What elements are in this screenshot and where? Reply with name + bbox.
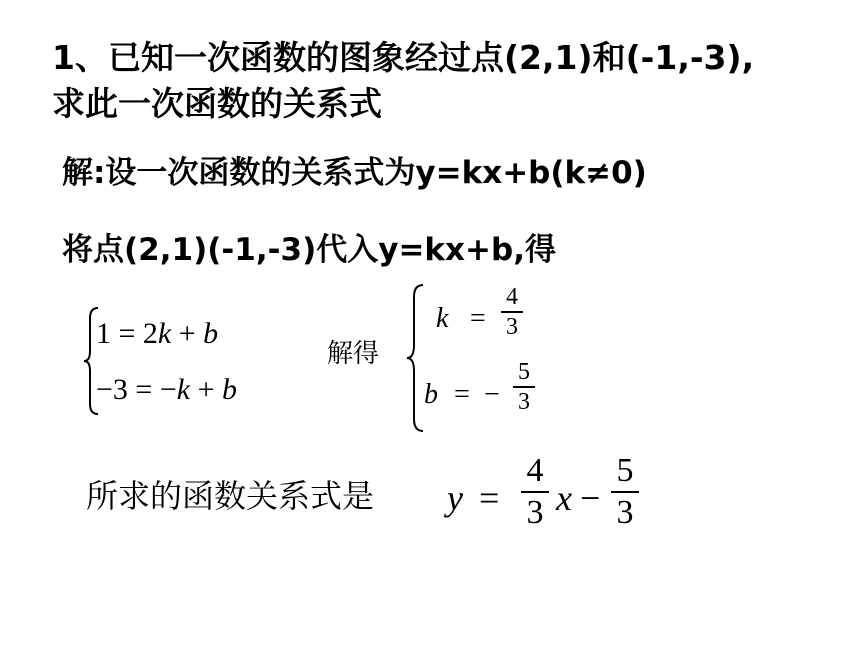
answer-x: x: [556, 478, 572, 518]
answer-constant: [611, 452, 639, 532]
b-fraction: [513, 359, 535, 415]
solution-substitution: 将点(2,1)(-1,-3)代入y=kx+b,得: [62, 232, 556, 268]
answer-equals: =: [479, 478, 500, 518]
b-variable: b: [424, 379, 438, 410]
constant-denominator: 3: [616, 494, 634, 531]
k-denominator: 3: [506, 314, 518, 340]
k-equals: =: [470, 303, 486, 334]
constant-numerator: 5: [616, 452, 634, 489]
problem-line-2: 求此一次函数的关系式: [52, 84, 382, 123]
b-sign: −: [484, 379, 500, 410]
b-equals: =: [454, 379, 470, 410]
equation-1: 1 = 2k + b: [96, 317, 219, 350]
k-fraction: [501, 284, 523, 340]
k-variable: k: [436, 303, 449, 334]
solution-assumption: 解:设一次函数的关系式为y=kx+b(k≠0): [62, 155, 647, 191]
equation-2: −3 = −k + b: [96, 373, 238, 406]
coefficient-denominator: 3: [526, 494, 544, 531]
solve-label: 解得: [327, 339, 380, 369]
answer-coefficient: [521, 452, 549, 532]
answer-minus: −: [580, 478, 601, 518]
coefficient-numerator: 4: [526, 452, 544, 489]
b-denominator: 3: [518, 389, 530, 415]
answer-y: y: [447, 478, 463, 518]
answer-label: 所求的函数关系式是: [86, 477, 375, 515]
b-numerator: 5: [518, 359, 530, 385]
k-numerator: 4: [506, 284, 518, 310]
problem-line-1: 1、已知一次函数的图象经过点(2,1)和(-1,-3),: [52, 38, 755, 77]
